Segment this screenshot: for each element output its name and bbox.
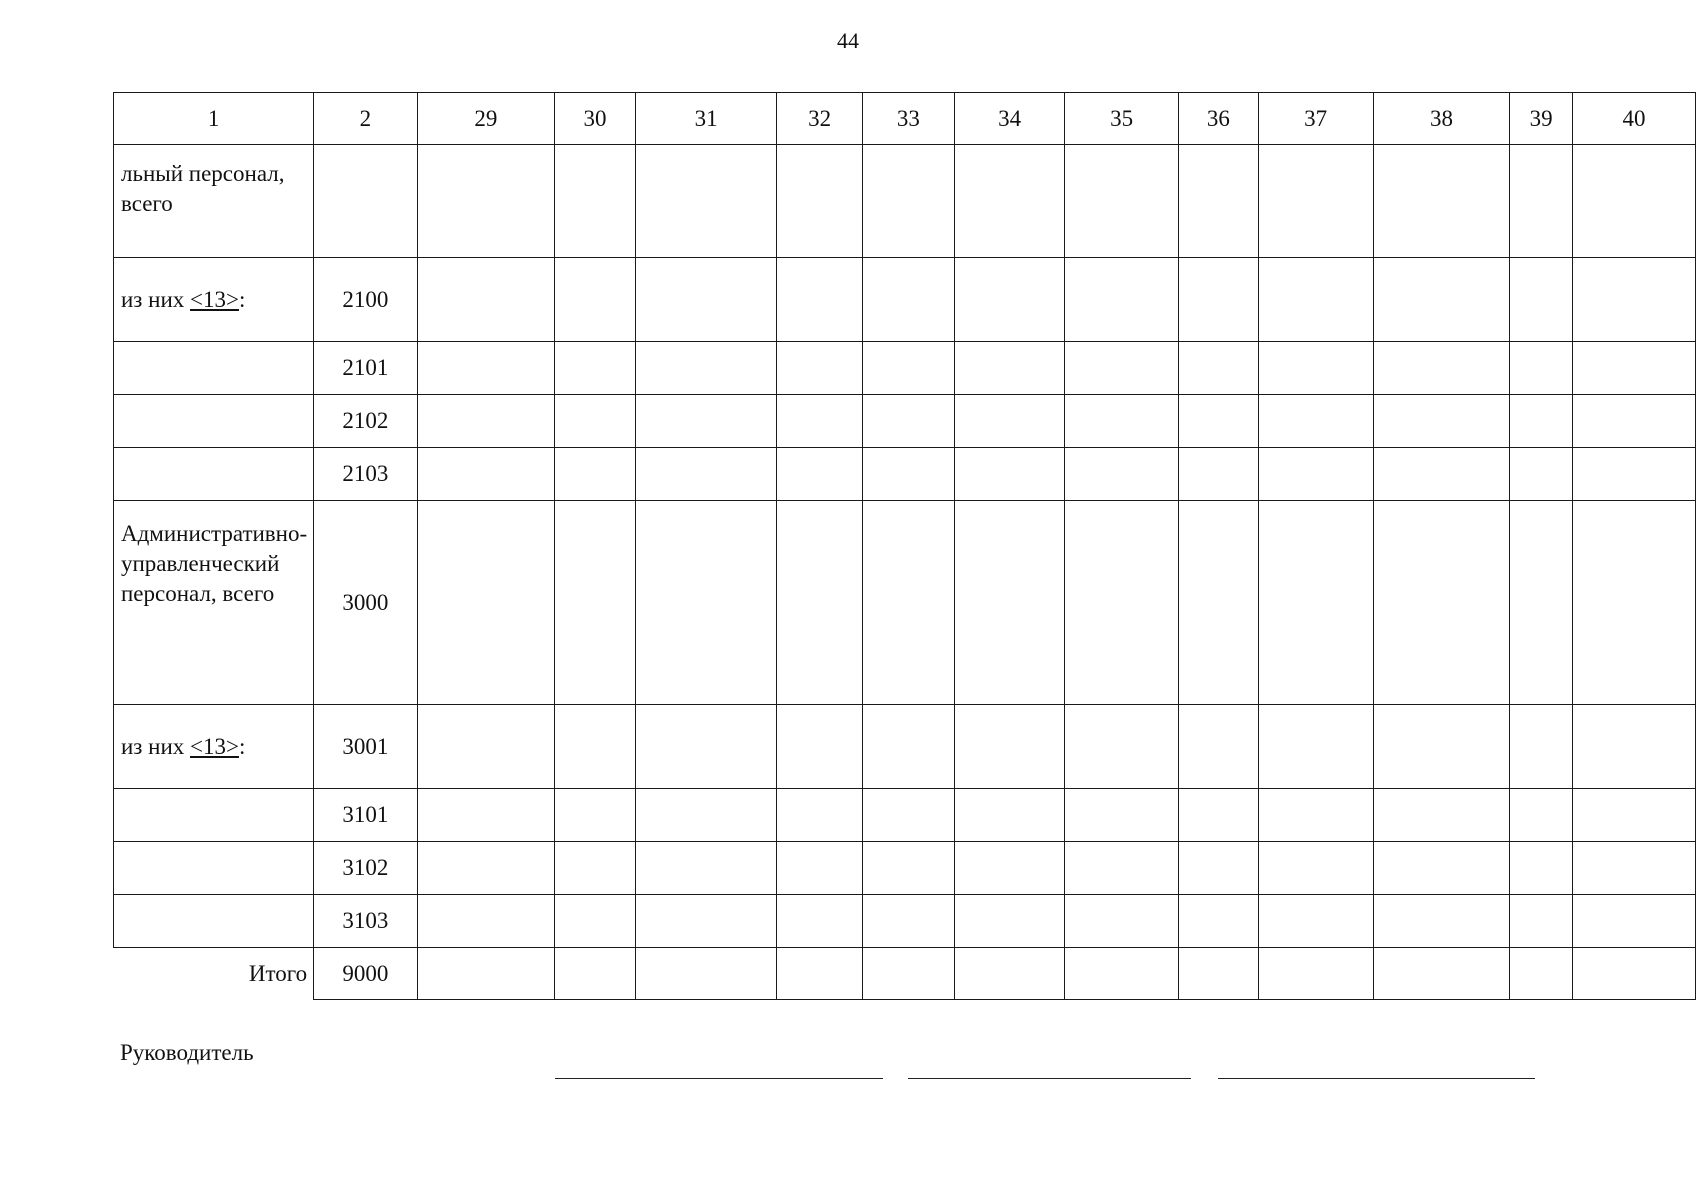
table-row (114, 501, 1696, 705)
signature-name-line (908, 1078, 1191, 1079)
row-label (114, 448, 314, 501)
header-cell: 2 (314, 93, 417, 145)
staff-table (113, 92, 1696, 1000)
row-code: 2102 (314, 395, 417, 448)
row-label (114, 395, 314, 448)
total-code: 9000 (314, 948, 417, 1000)
header-cell: 29 (417, 93, 555, 145)
table-row (114, 258, 1696, 342)
table-row (114, 842, 1696, 895)
row-code: 3000 (314, 501, 417, 705)
signature-date-line (1218, 1078, 1535, 1079)
row-code: 3102 (314, 842, 417, 895)
header-cell: 38 (1373, 93, 1510, 145)
table-row (114, 395, 1696, 448)
table-row (114, 145, 1696, 258)
header-cell: 32 (777, 93, 862, 145)
header-cell: 1 (114, 93, 314, 145)
header-cell: 34 (955, 93, 1065, 145)
row-code: 2101 (314, 342, 417, 395)
row-label: Административно-управленческий персонал, всего (114, 501, 314, 705)
row-code: 3103 (314, 895, 417, 948)
row-label (114, 842, 314, 895)
row-code: 3101 (314, 789, 417, 842)
page-number: 44 (837, 28, 859, 53)
row-label (114, 342, 314, 395)
table-row (114, 448, 1696, 501)
header-cell: 40 (1572, 93, 1695, 145)
row-code: 2100 (314, 258, 417, 342)
table-row (114, 342, 1696, 395)
header-cell: 36 (1179, 93, 1258, 145)
row-label: из них <13>: (114, 258, 314, 342)
row-label (114, 789, 314, 842)
signature-line (555, 1078, 883, 1079)
header-cell: 30 (555, 93, 635, 145)
row-code: 2103 (314, 448, 417, 501)
header-cell: 39 (1510, 93, 1573, 145)
total-row (114, 948, 1696, 1000)
table-row (114, 705, 1696, 789)
row-label: льный персонал, всего (114, 145, 314, 258)
table-row (114, 895, 1696, 948)
header-cell: 37 (1258, 93, 1373, 145)
row-code (314, 145, 417, 258)
header-cell: 33 (862, 93, 954, 145)
row-label (114, 895, 314, 948)
header-cell: 35 (1065, 93, 1179, 145)
row-label: из них <13>: (114, 705, 314, 789)
header-cell: 31 (635, 93, 777, 145)
header-row (114, 93, 1696, 145)
row-code: 3001 (314, 705, 417, 789)
footnote-ref: <13> (190, 286, 239, 312)
total-label: Итого (114, 948, 314, 1000)
table-row (114, 789, 1696, 842)
signer-label: Руководитель (120, 1040, 254, 1065)
footnote-ref: <13> (190, 733, 239, 759)
